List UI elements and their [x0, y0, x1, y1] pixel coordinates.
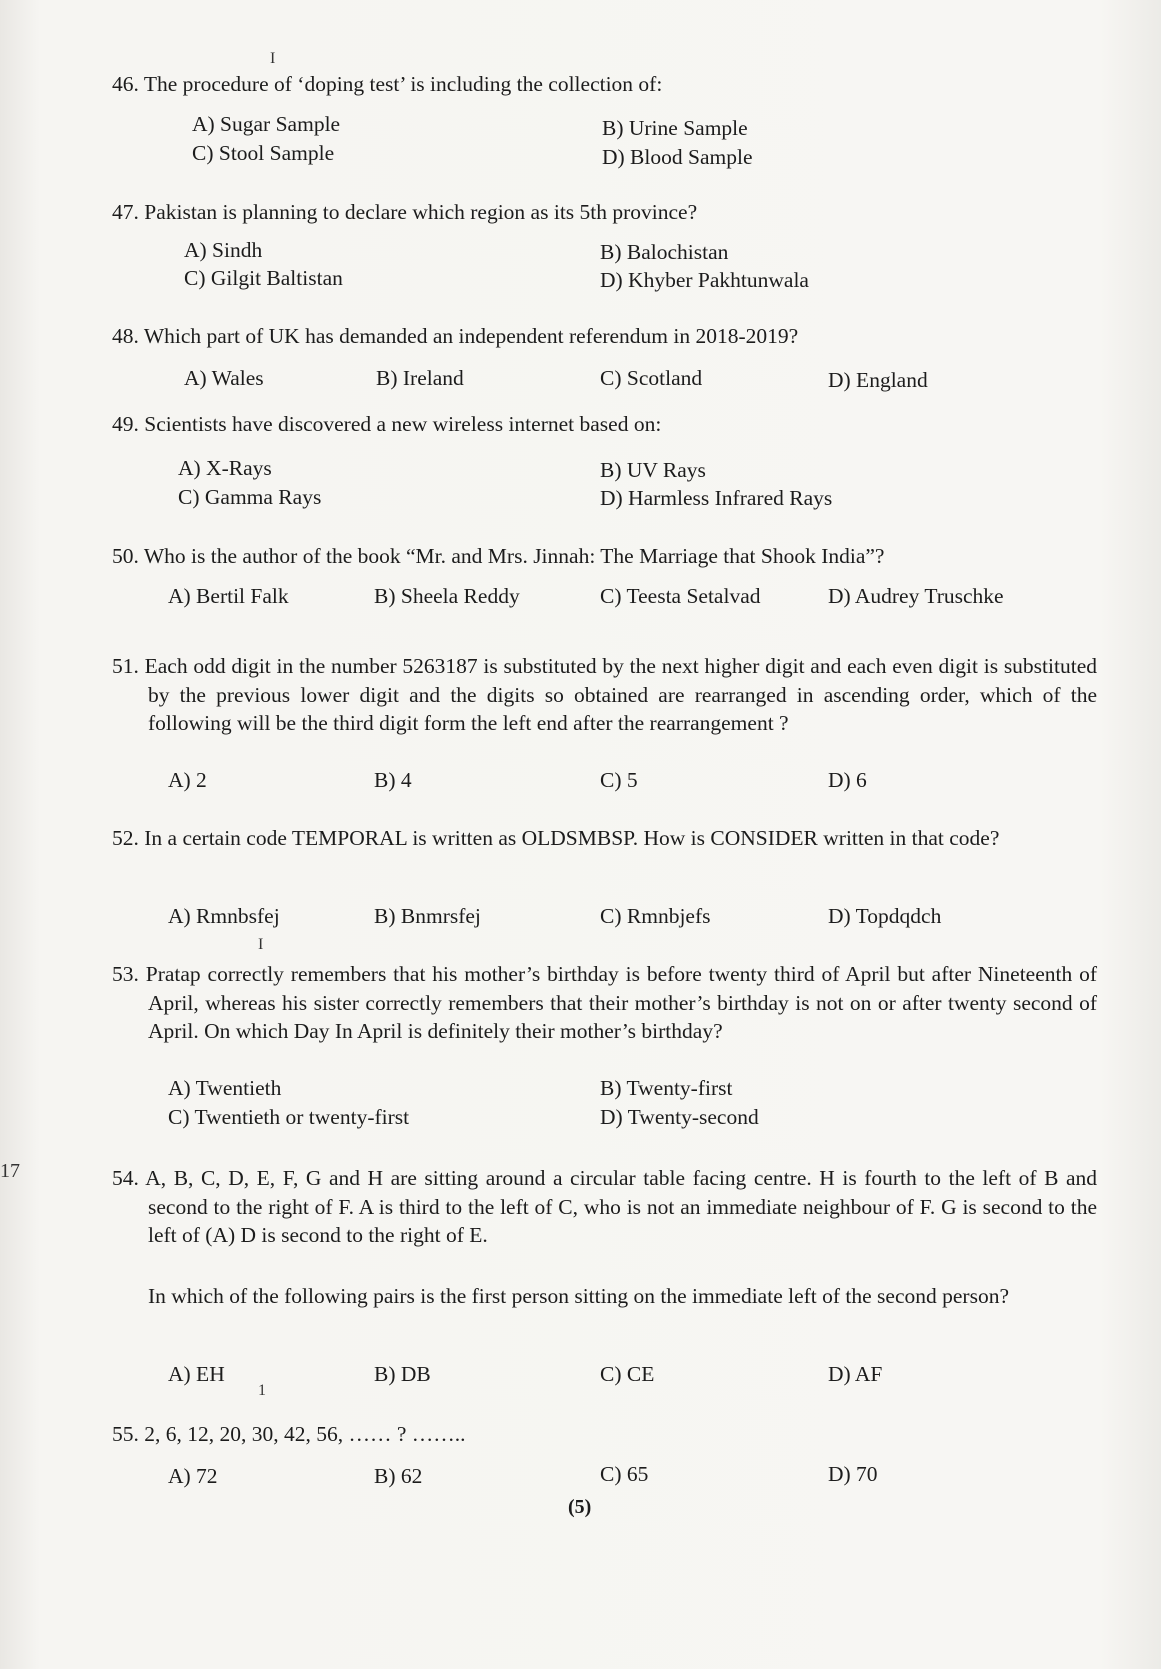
option-c: C) Gamma Rays [178, 485, 322, 509]
option-c: C) Twentieth or twenty-first [168, 1105, 410, 1129]
question-text: Which part of UK has demanded an independent referendum in 2018-2019? [143, 324, 799, 348]
question-text: A, B, C, D, E, F, G and H are sitting around a circular table facing centre. H is fourth to the left of B and second to the right of F. A is third to the left of C, who is not an immediate neighbour of F. G is second to the left of (A) D is second to the right of E. [145, 1166, 1097, 1247]
option-c: C) Gilgit Baltistan [184, 266, 343, 290]
option-a: A) Sindh [184, 238, 263, 262]
option-d: D) Twenty-second [600, 1105, 759, 1129]
question-50 [112, 542, 1097, 571]
option-a: A) Wales [184, 366, 264, 390]
question-53 [112, 960, 1097, 1046]
option-d: D) Harmless Infrared Rays [600, 486, 833, 510]
option-d: D) 70 [828, 1462, 878, 1486]
option-d: D) AF [828, 1362, 883, 1386]
tick-mark: I [258, 936, 264, 953]
question-47 [112, 198, 1097, 227]
question-number: 49. [112, 412, 139, 436]
question-48 [112, 322, 1097, 351]
question-number: 54. [112, 1166, 139, 1190]
option-c: C) 65 [600, 1462, 649, 1486]
margin-mark: 17 [0, 1160, 20, 1182]
option-c: C) Scotland [600, 366, 703, 390]
option-c: C) Rmnbjefs [600, 904, 711, 928]
option-d: D) Audrey Truschke [828, 584, 1004, 608]
question-55 [112, 1420, 1097, 1449]
option-b: B) UV Rays [600, 458, 706, 482]
option-d: D) England [828, 368, 928, 392]
question-text: Scientists have discovered a new wireless internet based on: [144, 412, 662, 436]
option-c: C) CE [600, 1362, 655, 1386]
option-b: B) Bnmrsfej [374, 904, 481, 928]
question-52 [112, 824, 1097, 853]
option-c: C) Stool Sample [192, 141, 335, 165]
option-d: D) Khyber Pakhtunwala [600, 268, 809, 292]
option-c: C) 5 [600, 768, 638, 792]
option-d: D) 6 [828, 768, 867, 792]
option-c: C) Teesta Setalvad [600, 584, 761, 608]
question-51 [112, 652, 1097, 738]
question-number: 53. [112, 962, 139, 986]
question-text: Pakistan is planning to declare which region as its 5th province? [144, 200, 698, 224]
option-b: B) Urine Sample [602, 116, 748, 140]
option-a: A) Sugar Sample [192, 112, 341, 136]
option-a: A) X-Rays [178, 456, 272, 480]
question-text: Who is the author of the book “Mr. and Mrs. Jinnah: The Marriage that Shook India”? [143, 544, 885, 568]
option-a: A) Rmnbsfej [168, 904, 280, 928]
question-number: 55. [112, 1422, 139, 1446]
option-b: B) DB [374, 1362, 431, 1386]
question-number: 50. [112, 544, 139, 568]
question-text: Each odd digit in the number 5263187 is substituted by the next higher digit and each even digit is substituted by the previous lower digit and the digits so obtained are rearranged in ascending order, which of the following will be the third digit form the left end after the rearrangement ? [144, 654, 1097, 735]
question-text: 2, 6, 12, 20, 30, 42, 56, …… ? …….. [144, 1422, 466, 1446]
question-number: 46. [112, 72, 139, 96]
option-b: B) Twenty-first [600, 1076, 733, 1100]
question-49 [112, 410, 1097, 439]
question-text: Pratap correctly remembers that his mother’s birthday is before twenty third of April but after Nineteenth of April, whereas his sister correctly remembers that their mother’s birthday is not on or after twenty second of April. On which Day In April is definitely their mother’s birthday? [145, 962, 1097, 1043]
question-46 [112, 70, 1097, 99]
question-number: 48. [112, 324, 139, 348]
question-54 [112, 1164, 1097, 1250]
tick-mark: 1 [258, 1382, 266, 1399]
option-d: D) Blood Sample [602, 145, 753, 169]
question-text: The procedure of ‘doping test’ is including the collection of: [143, 72, 663, 96]
question-54-subtext: In which of the following pairs is the first person sitting on the immediate left of the second person? [148, 1284, 1009, 1308]
option-a: A) 72 [168, 1464, 218, 1488]
page-number: (5) [568, 1496, 592, 1518]
option-a: A) Bertil Falk [168, 584, 289, 608]
option-d: D) Topdqdch [828, 904, 942, 928]
question-number: 52. [112, 826, 139, 850]
option-b: B) Balochistan [600, 240, 729, 264]
option-a: A) 2 [168, 768, 207, 792]
option-a: A) Twentieth [168, 1076, 282, 1100]
question-number: 47. [112, 200, 139, 224]
option-a: A) EH [168, 1362, 225, 1386]
tick-mark: I [270, 50, 276, 67]
option-b: B) 62 [374, 1464, 423, 1488]
option-b: B) 4 [374, 768, 412, 792]
option-b: B) Ireland [376, 366, 464, 390]
question-number: 51. [112, 654, 139, 678]
option-b: B) Sheela Reddy [374, 584, 520, 608]
question-text: In a certain code TEMPORAL is written as OLDSMBSP. How is CONSIDER written in that code? [144, 826, 1000, 850]
